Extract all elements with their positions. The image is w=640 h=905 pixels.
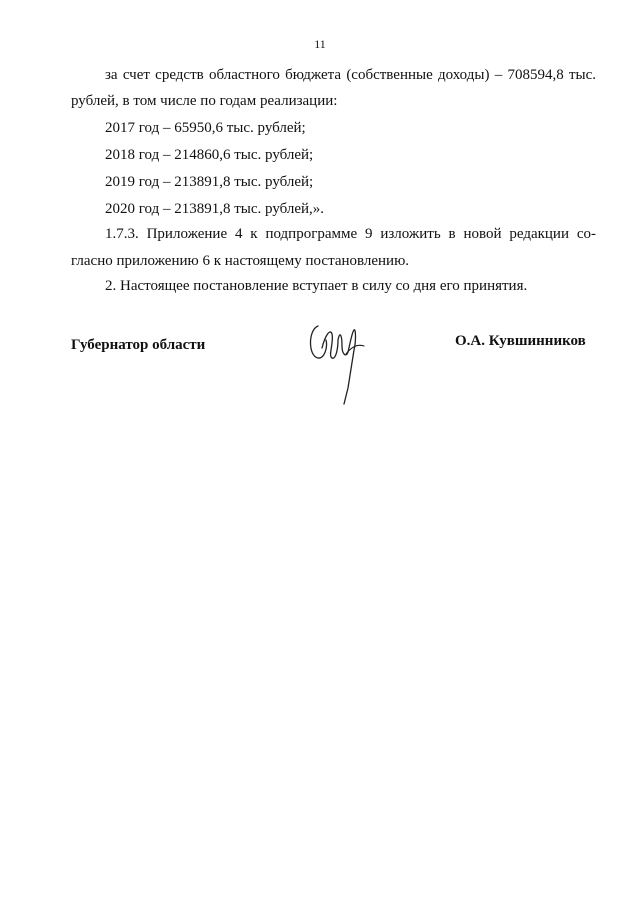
budget-year-2019: 2019 год – 213891,8 тыс. рублей; — [105, 174, 314, 190]
page-number: 11 — [314, 37, 326, 51]
item-1-7-3-line: гласно приложению 6 к настоящему постановлению. — [71, 253, 410, 269]
signatory-position: Губернатор области — [71, 337, 206, 353]
paragraph-line: за счет средств областного бюджета (собственные доходы) – 708594,8 тыс. — [105, 67, 596, 83]
budget-year-2018: 2018 год – 214860,6 тыс. рублей; — [105, 147, 314, 163]
handwritten-signature — [308, 318, 378, 408]
item-1-7-3-line: 1.7.3. Приложение 4 к подпрограмме 9 изложить в новой редакции со- — [105, 226, 596, 242]
paragraph-line: рублей, в том числе по годам реализации: — [71, 93, 338, 109]
budget-year-2020: 2020 год – 213891,8 тыс. рублей,». — [105, 201, 325, 217]
item-2: 2. Настоящее постановление вступает в силу со дня его принятия. — [105, 278, 528, 294]
budget-year-2017: 2017 год – 65950,6 тыс. рублей; — [105, 120, 306, 136]
signatory-name: О.А. Кувшинников — [455, 333, 586, 349]
